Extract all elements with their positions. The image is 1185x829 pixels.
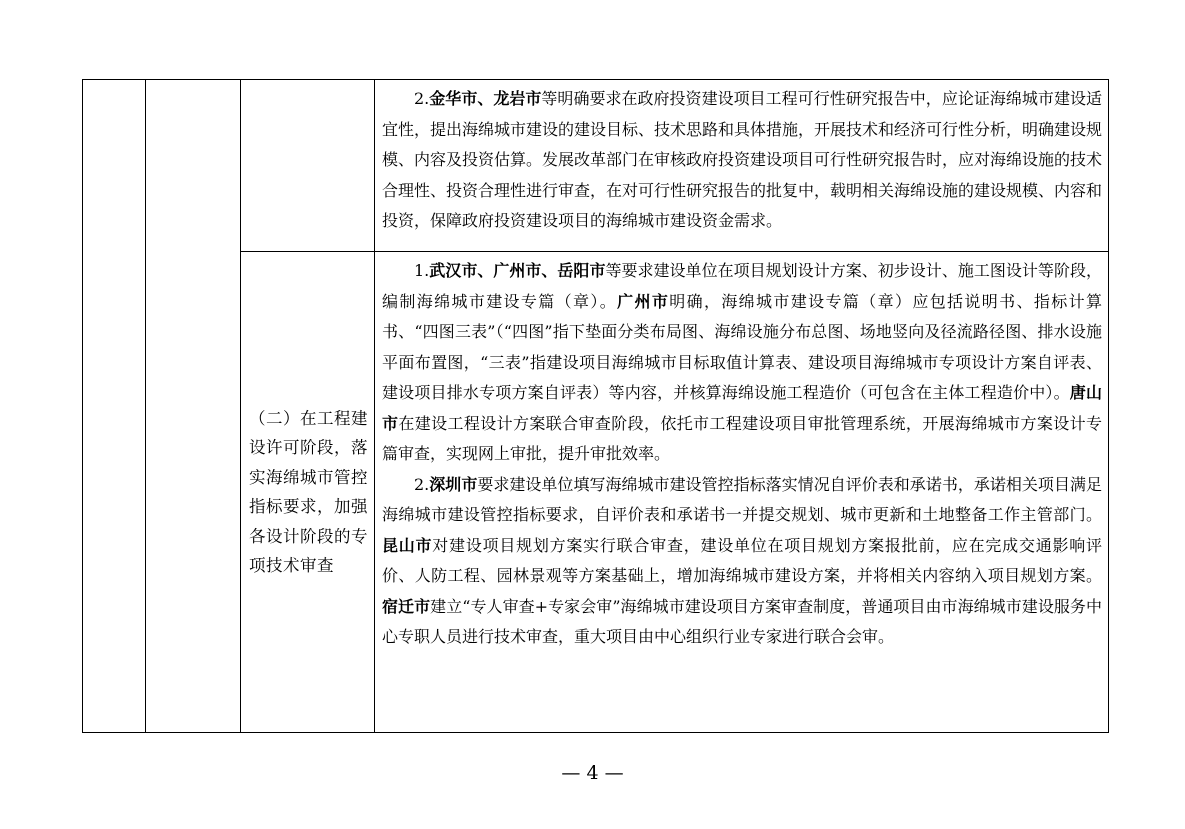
text-run: 等要求建设单位在项目规划设计方案、初步设计、施工图设计等阶段，编制海绵城市建设专篇（章）。 bbox=[382, 261, 1102, 311]
table-cell-empty bbox=[146, 80, 241, 733]
text-run: 等明确要求在政府投资建设项目工程可行性研究报告中，应论证海绵城市建设适宜性，提出海绵城市建设的建设目标、技术思路和具体措施，开展技术和经济可行性分析，明确建设规模、内容及投资估算。发展改革部门在审核政府投资建设项目可行性研究报告时，应对海绵设施的技术合理性、投资合理性进行审查，在对可行性研究报告的批复中，载明相关海绵设施的建设规模、内容和投资，保障政府投资建设项目的海绵城市建设资金需求。 bbox=[382, 89, 1103, 230]
paragraph bbox=[382, 84, 1102, 237]
category-label: （二）在工程建设许可阶段，落实海绵城市管控指标要求，加强各设计阶段的专项技术审查 bbox=[249, 408, 368, 575]
city-name: 深圳市 bbox=[429, 474, 478, 494]
text-run: 1. bbox=[414, 261, 430, 280]
text-run: 2. bbox=[414, 89, 430, 108]
city-name: 广州市 bbox=[617, 291, 670, 311]
content-cell bbox=[375, 252, 1109, 733]
paragraph bbox=[382, 256, 1102, 470]
content-cell bbox=[375, 80, 1109, 252]
text-run: 在建设工程设计方案联合审查阶段，依托市工程建设项目审批管理系统，开展海绵城市方案设计专篇审查，实现网上审批，提升审批效率。 bbox=[382, 413, 1102, 463]
text-run: 2. bbox=[414, 474, 430, 494]
table-cell-empty bbox=[241, 80, 375, 252]
table-row bbox=[83, 80, 1109, 252]
city-name: 昆山市 bbox=[382, 535, 433, 555]
city-name: 唐山市 bbox=[382, 383, 1102, 433]
text-run: 建立“专人审查+专家会审”海绵城市建设项目方案审查制度，普通项目由市海绵城市建设服务中心专职人员进行技术审查，重大项目由中心组织行业专家进行联合会审。 bbox=[382, 596, 1102, 646]
text-run: 明确，海绵城市建设专篇（章）应包括说明书、指标计算书、“四图三表”（“四图”指下垫面分类布局图、海绵设施分布总图、场地竖向及径流路径图、排水设施平面布置图，“三表”指建设项目海绵城市目标取值计算表、建设项目海绵城市专项设计方案自评表、建设项目排水专项方案自评表）等内容，并核算海绵设施工程造价（可包含在主体工程造价中）。 bbox=[382, 291, 1102, 402]
text-run: 要求建设单位填写海绵城市建设管控指标落实情况自评价表和承诺书，承诺相关项目满足海绵城市建设管控指标要求，自评价表和承诺书一并提交规划、城市更新和土地整备工作主管部门。 bbox=[382, 474, 1102, 524]
paragraph bbox=[382, 470, 1102, 653]
policy-table bbox=[82, 79, 1109, 733]
city-name: 宿迁市 bbox=[382, 596, 431, 616]
city-name: 武汉市、广州市、岳阳市 bbox=[429, 261, 606, 280]
page-number: — 4 — bbox=[561, 762, 624, 784]
text-run: 对建设项目规划方案实行联合审查，建设单位在项目规划方案报批前，应在完成交通影响评价、人防工程、园林景观等方案基础上，增加海绵城市建设方案，并将相关内容纳入项目规划方案。 bbox=[382, 535, 1102, 585]
table-cell-empty bbox=[83, 80, 146, 733]
category-cell bbox=[241, 252, 375, 733]
city-name: 金华市、龙岩市 bbox=[429, 89, 542, 108]
